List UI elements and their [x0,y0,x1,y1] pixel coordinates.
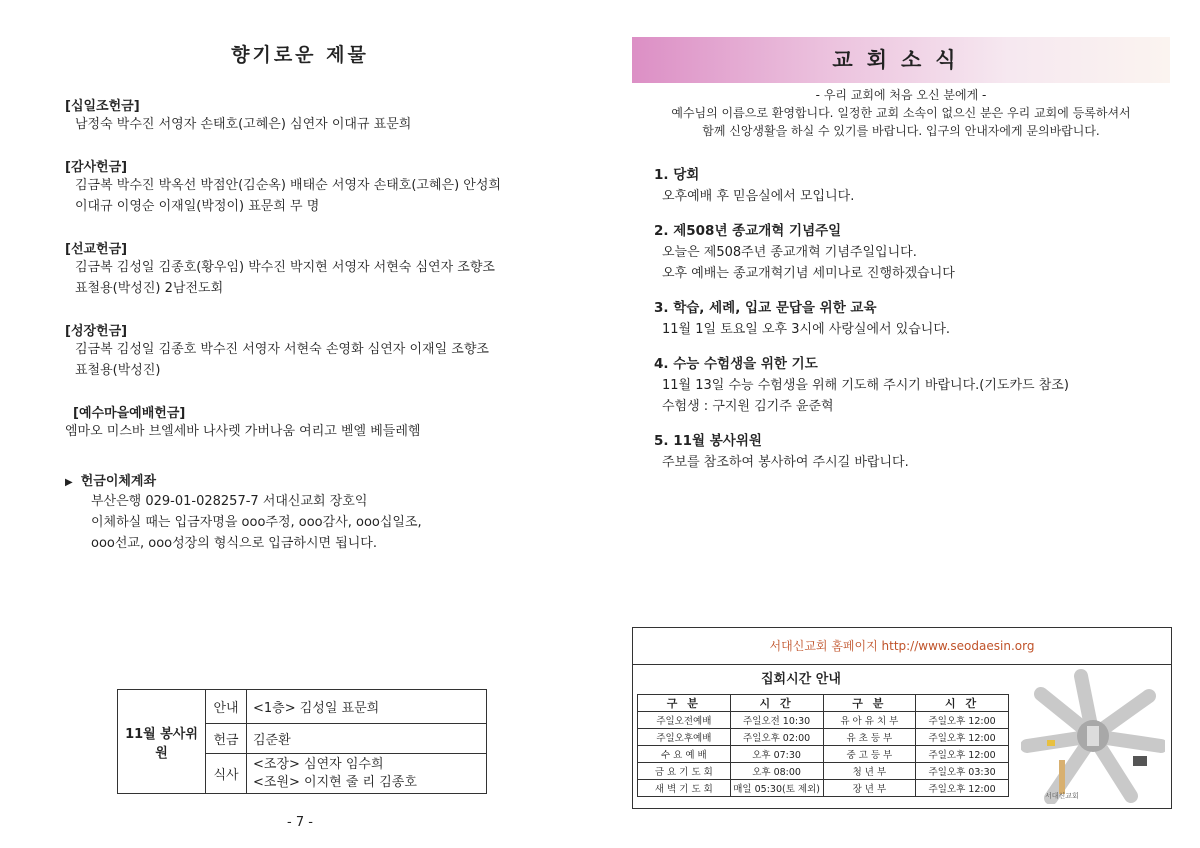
news-item-heading: 4. 수능 수험생을 위한 기도 [654,356,818,372]
duty-names: <1층> 김성일 표문희 [247,690,487,724]
news-item [654,429,1170,473]
news-item-line: 11월 13일 수능 수험생을 위해 기도해 주시기 바랍니다.(기도카드 참조) [662,378,1069,393]
transfer-account [65,470,565,554]
duty-role: 안내 [206,690,247,724]
duty-label: 11월 봉사위원 [118,690,206,794]
news-item [654,219,1170,284]
section-heading: [예수마을예배헌금] [73,406,186,421]
section-line: 남정숙 박수진 서영자 손태호(고혜은) 심연자 이대규 표문희 [75,117,412,132]
schedule-cell: 주일오후 12:00 [916,712,1009,729]
news-item-heading: 3. 학습, 세례, 입교 문답을 위한 교육 [654,300,877,316]
church-location-map [1021,668,1165,804]
news-item-line: 주보를 참조하여 봉사하여 주시길 바랍니다. [662,455,909,470]
church-building-icon [1059,760,1065,794]
schedule-cell: 수 요 예 배 [638,746,731,763]
schedule-cell: 주일오전예배 [638,712,731,729]
duty-names: <조원> 이지현 줄 리 김종호 [253,774,417,790]
schedule-row [638,763,1009,780]
transfer-heading: 헌금이체계좌 [80,474,157,489]
schedule-cell: 유 초 등 부 [823,729,916,746]
schedule-row [638,729,1009,746]
news-item-line: 오후예배 후 믿음실에서 모입니다. [662,189,855,204]
schedule-cell: 유 아 유 치 부 [823,712,916,729]
news-item-line: 수험생 : 구지원 김기주 윤준혁 [662,399,834,414]
news-banner [632,37,1170,83]
section-thanks [65,156,565,217]
news-item-line: 11월 1일 토요일 오후 3시에 사랑실에서 있습니다. [662,322,951,337]
news-item-heading: 5. 11월 봉사위원 [654,433,762,449]
schedule-cell: 주일오후 12:00 [916,746,1009,763]
section-line: 김금복 박수진 박옥선 박점안(김순옥) 배태순 서영자 손태호(고혜은) 안성희 [75,178,501,193]
page-number: - 7 - [287,815,313,830]
church-info-box [632,627,1172,809]
transfer-line: 부산은행 029-01-028257-7 서대신교회 장호익 [91,494,368,509]
schedule-title: 집회시간 안내 [761,672,841,687]
news-title: 교회소식 [832,48,970,72]
section-village [65,402,565,442]
schedule-cell: 주일오후 03:30 [916,763,1009,780]
schedule-cell: 새 벽 기 도 회 [638,780,731,797]
welcome-line: 예수님의 이름으로 환영합니다. 일정한 교회 소속이 없으신 분은 우리 교회에 등록하셔서 [671,106,1131,120]
duty-role: 식사 [206,754,247,794]
schedule-header: 구 분 [823,695,916,712]
section-line: 표철용(박성진) [75,363,161,378]
schedule-row [638,746,1009,763]
section-line: 김금복 김성일 김종호(황우임) 박수진 박지현 서영자 서현숙 심연자 조향조 [75,260,495,275]
section-heading: [선교헌금] [65,242,128,257]
news-item [654,163,1170,207]
section-line: 이대규 이영순 이재일(박정이) 표문희 무 명 [75,199,320,214]
schedule-cell: 주일오후 12:00 [916,729,1009,746]
welcome-block [632,86,1170,140]
duty-table [117,689,487,794]
schedule-table [637,694,1009,797]
offering-sections [65,95,565,442]
schedule-cell: 주일오후 12:00 [916,780,1009,797]
welcome-line: 함께 신앙생활을 하실 수 있기를 바랍니다. 입구의 안내자에게 문의바랍니다. [702,124,1100,138]
section-mission [65,238,565,299]
news-item-line: 오늘은 제508주년 종교개혁 기념주일입니다. [662,245,917,260]
schedule-header: 시 간 [730,695,823,712]
news-item [654,352,1170,417]
section-heading: [십일조헌금] [65,99,140,114]
schedule-cell: 중 고 등 부 [823,746,916,763]
triangle-bullet-icon: ▶ [65,477,73,488]
section-line: 표철용(박성진) 2남전도회 [75,281,224,296]
duty-names: <조장> 심연자 임수희 [253,756,384,772]
schedule-cell: 주일오후예배 [638,729,731,746]
schedule-cell: 청 년 부 [823,763,916,780]
map-label: 서대신교회 [1045,792,1079,800]
homepage-link[interactable]: 서대신교회 홈페이지 http://www.seodaesin.org [633,628,1171,665]
schedule-cell: 주일오후 02:00 [730,729,823,746]
schedule-cell: 금 요 기 도 회 [638,763,731,780]
schedule-header: 시 간 [916,695,1009,712]
duty-names: 김준환 [247,724,487,754]
schedule-cell: 주일오전 10:30 [730,712,823,729]
schedule-header: 구 분 [638,695,731,712]
left-page-title: 향기로운 제물 [231,44,369,66]
schedule-row [638,712,1009,729]
schedule-cell: 오후 08:00 [730,763,823,780]
section-heading: [성장헌금] [65,324,128,339]
transfer-line: 이체하실 때는 입금자명을 ooo주정, ooo감사, ooo십일조, [91,515,422,530]
transfer-line: ooo선교, ooo성장의 형식으로 입금하시면 됩니다. [91,536,378,551]
news-item [654,296,1170,340]
section-heading: [감사헌금] [65,160,128,175]
schedule-cell: 오후 07:30 [730,746,823,763]
section-tithe [65,95,565,135]
news-item-heading: 2. 제508년 종교개혁 기념주일 [654,223,842,239]
section-line: 엠마오 미스바 브엘세바 나사렛 가버나움 여리고 벧엘 베들레헴 [65,424,421,439]
schedule-cell: 매일 05:30(토 제외) [730,780,823,797]
news-item-heading: 1. 당회 [654,167,700,183]
welcome-heading: - 우리 교회에 처음 오신 분에게 - [815,88,987,102]
section-line: 김금복 김성일 김종호 박수진 서영자 서현숙 손영화 심연자 이재일 조향조 [75,342,489,357]
news-items [654,163,1170,473]
section-growth [65,320,565,381]
news-item-line: 오후 예배는 종교개혁기념 세미나로 진행하겠습니다 [662,266,955,281]
schedule-row [638,780,1009,797]
schedule-cell: 장 년 부 [823,780,916,797]
duty-role: 헌금 [206,724,247,754]
